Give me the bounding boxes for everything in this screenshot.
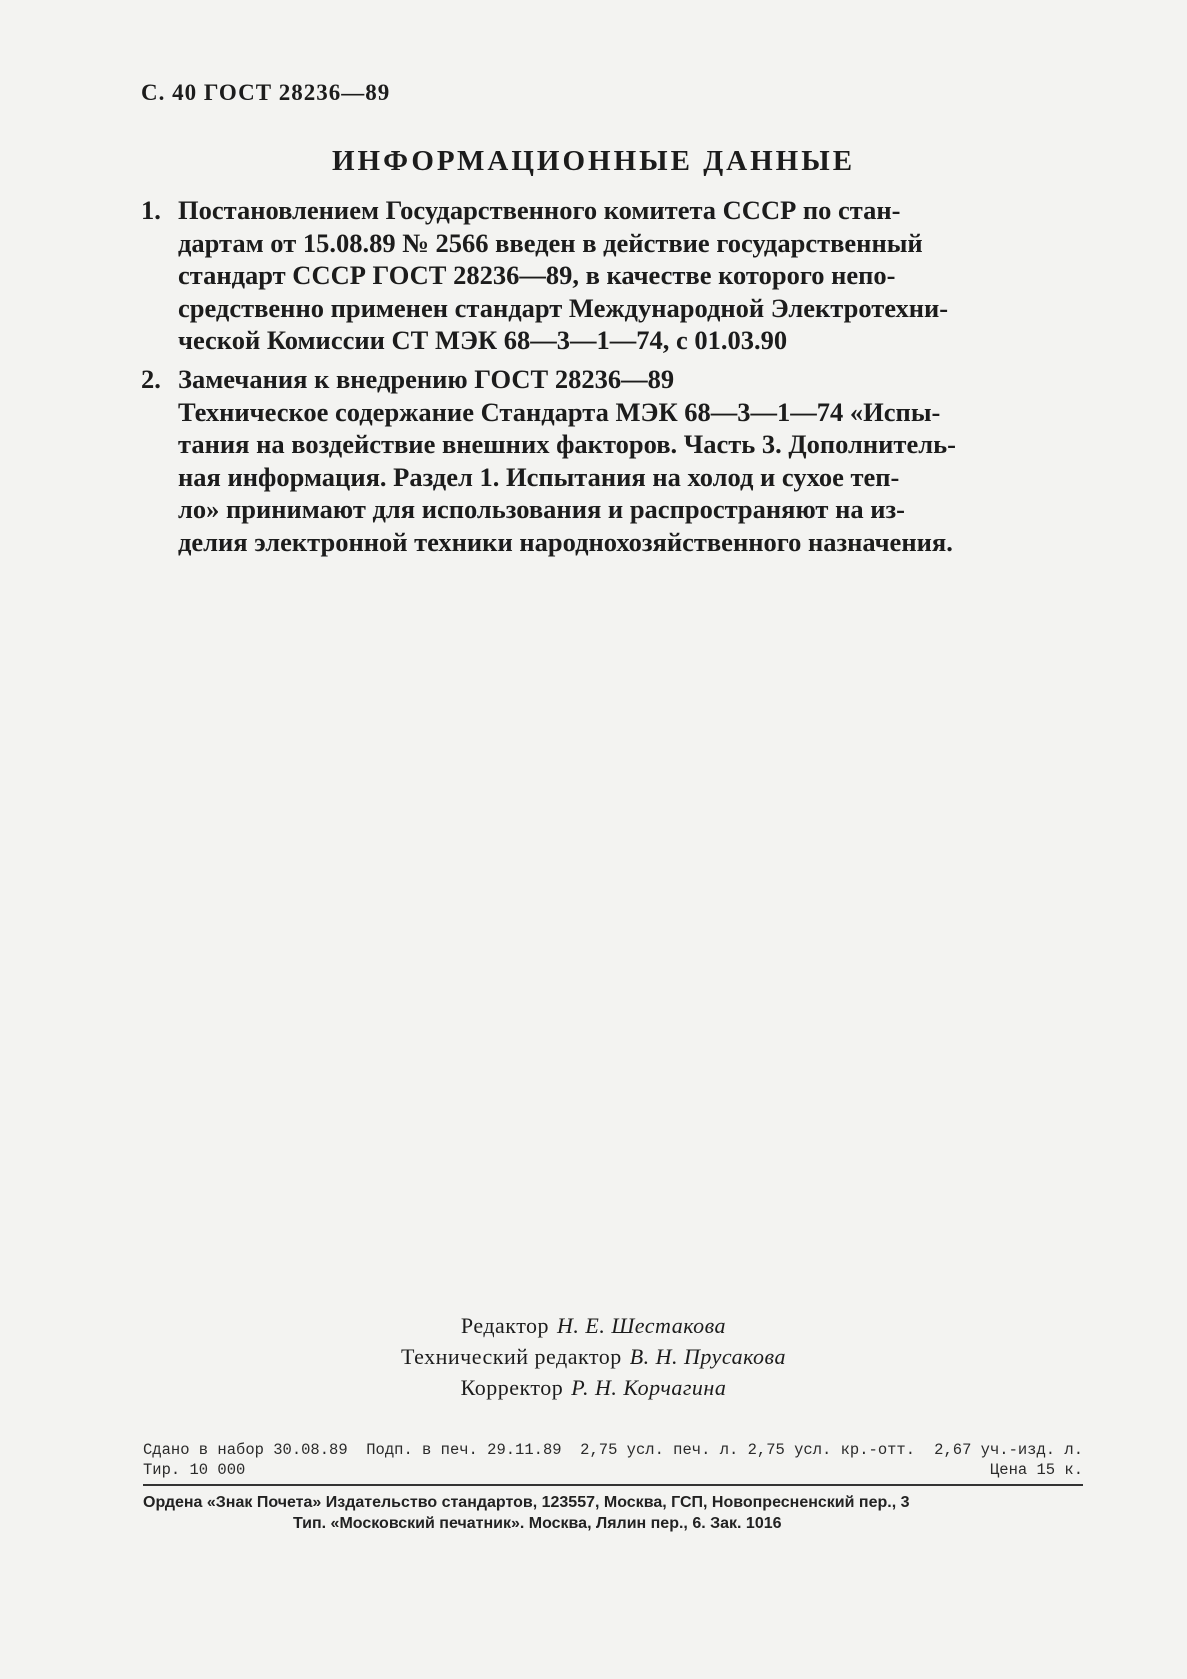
credits-block xyxy=(0,1310,1187,1403)
item-line: Техническое содержание Стандарта МЭК 68—3—1—74 «Испы- xyxy=(178,396,941,427)
item-line: стандарт СССР ГОСТ 28236—89, в качестве которого непо- xyxy=(178,260,896,290)
imprint-details: Сдано в набор 30.08.89 Подп. в печ. 29.11.89 2,75 усл. печ. л. 2,75 усл. кр.-отт. xyxy=(143,1441,916,1459)
credit-role: Редактор xyxy=(460,1313,550,1338)
credit-proofreader xyxy=(0,1372,1187,1403)
item-line: ло» принимают для использования и распространяют на из- xyxy=(178,494,905,524)
publisher-line: Ордена «Знак Почета» Издательство стандартов, 123557, Москва, ГСП, Новопресненский пер., 3 xyxy=(143,1494,910,1511)
info-item-2 xyxy=(141,363,1081,558)
item-number: 2. xyxy=(141,364,161,394)
item-body xyxy=(178,363,1081,558)
item-line: тания на воздействие внешних факторов. Часть 3. Дополнитель- xyxy=(178,429,956,459)
item-line: делия электронной техники народнохозяйственного назначения. xyxy=(178,526,953,557)
page-header: С. 40 ГОСТ 28236—89 xyxy=(141,80,391,105)
imprint-circulation: Тир. 10 000 xyxy=(143,1461,246,1479)
item-line: ная информация. Раздел 1. Испытания на холод и сухое теп- xyxy=(178,461,900,492)
divider xyxy=(143,1484,1083,1486)
item-line: Постановлением Государственного комитета СССР по стан- xyxy=(178,195,901,225)
credit-name: Н. Е. Шестакова xyxy=(557,1313,727,1338)
imprint-volume: 2,67 уч.-изд. л. xyxy=(934,1441,1083,1459)
credit-technical-editor xyxy=(0,1341,1187,1372)
credit-role: Технический редактор xyxy=(401,1344,622,1369)
item-line: средственно применен стандарт Международной Электротехни- xyxy=(178,292,949,323)
imprint-row xyxy=(143,1460,1083,1480)
credit-role: Корректор xyxy=(460,1375,564,1400)
imprint-row xyxy=(143,1440,1083,1460)
item-body xyxy=(178,194,1081,357)
credit-editor xyxy=(0,1310,1187,1341)
item-number: 1. xyxy=(141,195,161,225)
item-line: дартам от 15.08.89 № 2566 введен в действие государственный xyxy=(178,227,923,258)
credit-name: Р. Н. Корчагина xyxy=(571,1375,727,1400)
document-title: ИНФОРМАЦИОННЫЕ ДАННЫЕ xyxy=(331,145,856,177)
credit-name: В. Н. Прусакова xyxy=(629,1344,786,1369)
info-item-1 xyxy=(141,194,1081,357)
item-line: Замечания к внедрению ГОСТ 28236—89 xyxy=(178,364,675,394)
publisher-info xyxy=(143,1492,1083,1534)
printer-line: Тип. «Московский печатник». Москва, Лялин пер., 6. Зак. 1016 xyxy=(293,1515,782,1532)
print-imprint xyxy=(143,1440,1083,1480)
item-line: ческой Комиссии СТ МЭК 68—3—1—74, с 01.03.90 xyxy=(178,325,788,355)
imprint-price: Цена 15 к. xyxy=(989,1461,1083,1479)
